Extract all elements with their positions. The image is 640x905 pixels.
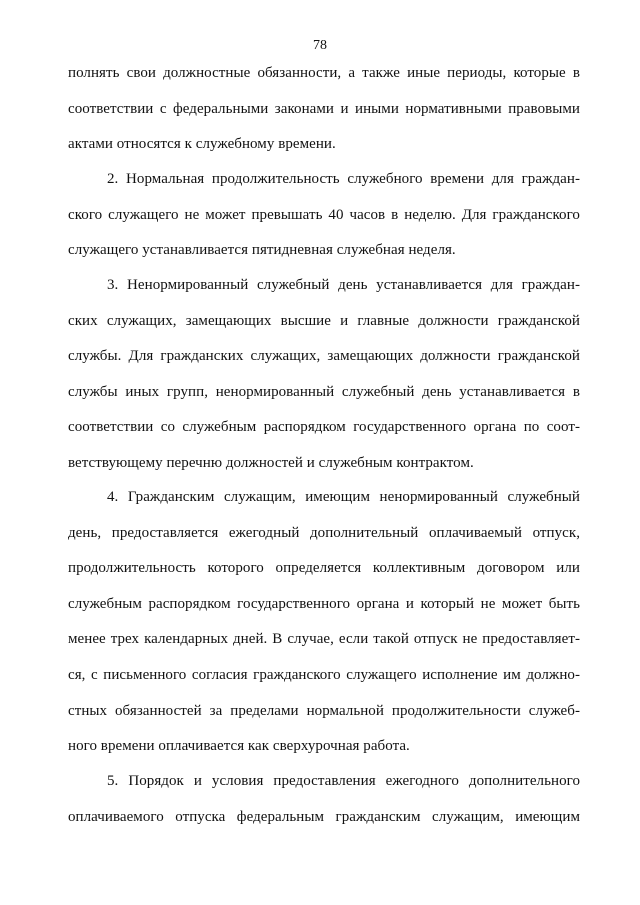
- text-line: соответствии с федеральными законами и иными нормативными правовыми: [68, 100, 580, 117]
- paragraph-continuation: [68, 63, 580, 170]
- paragraph-item-3: [68, 275, 580, 489]
- text-line: ского служащего не может превышать 40 часов в неделю. Для гражданского: [68, 206, 580, 223]
- text-line: менее трех календарных дней. В случае, если такой отпуск не предоставляет-: [68, 631, 580, 648]
- text-line: стных обязанностей за пределами нормальной продолжительности служеб-: [68, 702, 580, 719]
- text-line: 3. Ненормированный служебный день устанавливается для граждан-: [107, 277, 580, 293]
- paragraph-item-2: [68, 169, 580, 276]
- text-line: продолжительность которого определяется коллективным договором или: [68, 560, 580, 577]
- text-line: соответствии со служебным распорядком государственного органа по соот-: [68, 419, 580, 436]
- text-line: день, предоставляется ежегодный дополнительный оплачиваемый отпуск,: [68, 524, 580, 541]
- text-line: ного времени оплачивается как сверхурочная работа.: [68, 738, 410, 755]
- text-line: полнять свои должностные обязанности, а также иные периоды, которые в: [68, 65, 580, 81]
- text-line: службы. Для гражданских служащих, замещающих должности гражданской: [68, 348, 580, 365]
- text-line: ских служащих, замещающих высшие и главные должности гражданской: [68, 312, 580, 329]
- text-line: службы иных групп, ненормированный служебный день устанавливается в: [68, 383, 580, 400]
- page-number: 78: [313, 38, 327, 53]
- paragraph-item-5: [68, 771, 580, 842]
- paragraph-item-4: [68, 487, 580, 772]
- text-line: 4. Гражданским служащим, имеющим ненормированный служебный: [107, 489, 580, 505]
- text-line: служащего устанавливается пятидневная служебная неделя.: [68, 242, 456, 259]
- text-line: оплачиваемого отпуска федеральным гражданским служащим, имеющим: [68, 808, 580, 825]
- text-line: актами относятся к служебному времени.: [68, 136, 336, 153]
- text-line: 5. Порядок и условия предоставления ежегодного дополнительного: [107, 773, 580, 789]
- text-line: служебным распорядком государственного органа и который не может быть: [68, 595, 580, 612]
- text-line: ветствующему перечню должностей и служебным контрактом.: [68, 454, 474, 471]
- text-line: ся, с письменного согласия гражданского служащего исполнение им должно-: [68, 666, 580, 683]
- text-line: 2. Нормальная продолжительность служебного времени для граждан-: [107, 171, 580, 187]
